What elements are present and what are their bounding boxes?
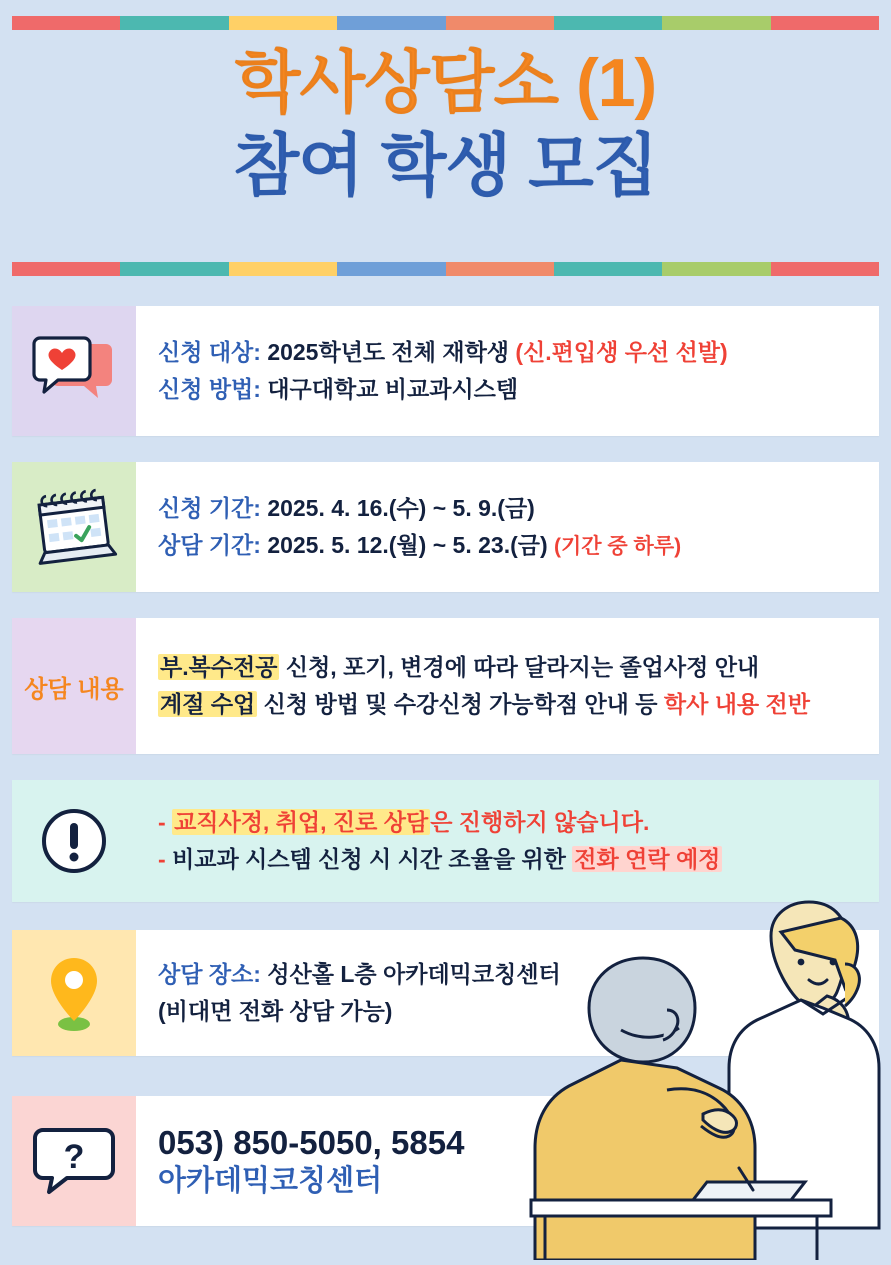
- notice-line-2-rest: 비교과 시스템 신청 시 시간 조율을 위한: [172, 846, 573, 872]
- consult-period-label: 상담 기간:: [158, 532, 261, 558]
- location-pin-icon: [12, 930, 136, 1056]
- place-line-2: (비대면 전화 상담 가능): [158, 998, 393, 1024]
- consult-period-note: (기간 중 하루): [554, 535, 682, 558]
- notice-line-1-rest: 은 진행하지 않습니다.: [430, 808, 650, 835]
- info-row-contact: [12, 1096, 879, 1226]
- apply-period-value: 2025. 4. 16.(수) ~ 5. 9.(금): [267, 494, 535, 521]
- content-line-2-highlight: 계절 수업: [160, 691, 256, 717]
- svg-text:?: ?: [63, 1138, 85, 1176]
- question-speech-bubble-icon: [12, 1096, 136, 1226]
- info-row-content: [12, 618, 879, 754]
- content-side-label-cell: [12, 618, 136, 754]
- notice-line-2: [158, 841, 863, 878]
- title-line-1: 학사상담소 (1): [234, 45, 657, 121]
- notice-text: [136, 780, 879, 902]
- place-label: 상담 장소:: [158, 960, 261, 987]
- apply-method-value: 대구대학교 비교과시스템: [267, 376, 519, 402]
- exclamation-circle-icon: [12, 780, 136, 902]
- calendar-icon: [12, 462, 136, 592]
- info-row-apply: [12, 306, 879, 436]
- notice-line-2-note: 전화 연락 예정: [574, 846, 721, 872]
- speech-bubble-heart-icon: [12, 306, 136, 436]
- place-text: [136, 930, 879, 1056]
- content-line-2-rest: 신청 방법 및 수강신청 가능학점 안내 등: [257, 691, 664, 717]
- middle-color-bar: [12, 262, 879, 276]
- apply-target-label: 신청 대상:: [158, 338, 261, 365]
- apply-target-line: [158, 334, 863, 371]
- contact-center-name: 아카데믹코칭센터: [158, 1164, 383, 1197]
- notice-line-1-dash: -: [158, 808, 166, 835]
- contact-text: [136, 1096, 879, 1226]
- info-row-place: [12, 930, 879, 1056]
- apply-period-line: [158, 490, 863, 527]
- consult-period-line: [158, 527, 863, 564]
- top-color-bar: [12, 16, 879, 30]
- consult-period-value: 2025. 5. 12.(월) ~ 5. 23.(금): [267, 532, 548, 558]
- content-line-2: [158, 686, 863, 723]
- apply-target-note: (신.편입생 우선 선발): [515, 338, 728, 365]
- page-title: [0, 42, 891, 208]
- period-text: [136, 462, 879, 592]
- apply-text: [136, 306, 879, 436]
- apply-period-label: 신청 기간:: [158, 494, 261, 521]
- apply-method-label: 신청 방법:: [158, 376, 261, 402]
- place-line-1: [158, 956, 863, 993]
- notice-line-1-highlight: 교직사정, 취업, 진로 상담: [174, 808, 429, 835]
- content-line-1-highlight: 부.복수전공: [160, 653, 278, 680]
- content-text: [136, 618, 879, 754]
- notice-line-1: [158, 804, 863, 841]
- place-value: 성산홀 L층 아카데믹코칭센터: [267, 960, 561, 987]
- title-line-2: 참여 학생 모집: [233, 127, 658, 204]
- content-line-1-rest: 신청, 포기, 변경에 따라 달라지는 졸업사정 안내: [279, 653, 760, 680]
- info-row-period: [12, 462, 879, 592]
- content-line-2-note: 학사 내용 전반: [663, 691, 810, 717]
- notice-line-2-dash: -: [158, 846, 166, 872]
- apply-target-value: 2025학년도 전체 재학생: [267, 338, 510, 365]
- content-side-label: 상담 내용: [24, 675, 124, 703]
- contact-phone: 053) 850-5050, 5854: [158, 1123, 465, 1161]
- info-row-notice: [12, 780, 879, 902]
- apply-method-line: [158, 371, 863, 408]
- content-line-1: [158, 649, 863, 686]
